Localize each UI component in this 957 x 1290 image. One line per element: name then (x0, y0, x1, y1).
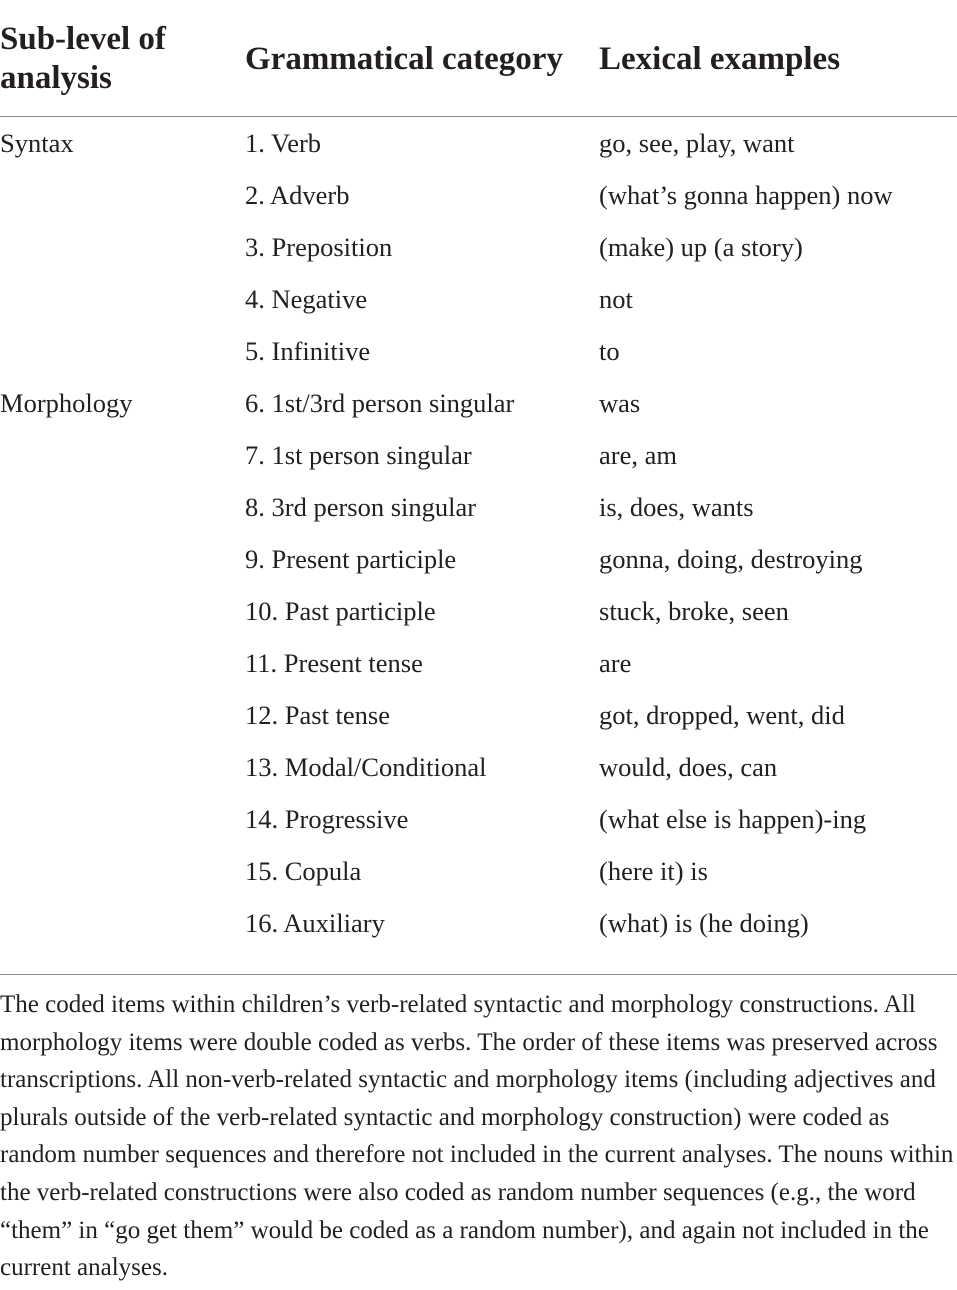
cell-lexical-examples: stuck, broke, seen (599, 596, 789, 626)
header-grammatical-category: Grammatical category (245, 0, 599, 117)
cell-grammatical-category: 9. Present participle (245, 544, 457, 574)
cell-lexical-examples: not (599, 284, 633, 314)
cell-lexical-examples: go, see, play, want (599, 128, 795, 158)
cell-grammatical-category: 3. Preposition (245, 232, 393, 262)
table-row (0, 481, 957, 533)
table-row (0, 845, 957, 897)
cell-lexical-examples: (what else is happen)-ing (599, 804, 867, 834)
table-row (0, 273, 957, 325)
cell-sub-level (0, 793, 245, 845)
cell-grammatical-category: 2. Adverb (245, 180, 350, 210)
table-row (0, 325, 957, 377)
cell-sub-level (0, 325, 245, 377)
header-lexical-examples: Lexical examples (599, 0, 957, 117)
cell-lexical-examples: (here it) is (599, 856, 708, 886)
table-row (0, 585, 957, 637)
cell-lexical-examples: (what’s gonna happen) now (599, 180, 893, 210)
table-row (0, 117, 957, 170)
header-sub-level: Sub-level of analysis (0, 0, 245, 117)
cell-sub-level (0, 637, 245, 689)
table-row (0, 429, 957, 481)
cell-sub-level: Syntax (0, 128, 74, 158)
cell-grammatical-category: 12. Past tense (245, 700, 390, 730)
cell-grammatical-category: 10. Past participle (245, 596, 436, 626)
cell-sub-level (0, 273, 245, 325)
cell-grammatical-category: 1. Verb (245, 128, 322, 158)
cell-grammatical-category: 4. Negative (245, 284, 368, 314)
cell-sub-level: Morphology (0, 388, 133, 418)
table-footnote: The coded items within children’s verb-related syntactic and morphology constructions. All morphology items were double coded as verbs. The order of these items was preserved across transcriptions. All non-verb-related syntactic and morphology items (including adjectives and plurals outside of the verb-related syntactic and morphology construction) were coded as random number sequences and therefore not included in the current analyses. The nouns within the verb-related constructions were also coded as random number sequences (e.g., the word “them” in “go get them” would be coded as a random number), and again not included in the current analyses. (0, 991, 954, 1282)
table-bottom-rule (0, 974, 957, 975)
cell-sub-level (0, 169, 245, 221)
cell-sub-level (0, 845, 245, 897)
cell-sub-level (0, 897, 245, 949)
cell-grammatical-category: 15. Copula (245, 856, 362, 886)
cell-lexical-examples: was (599, 388, 641, 418)
table-row (0, 689, 957, 741)
cell-sub-level (0, 689, 245, 741)
cell-grammatical-category: 5. Infinitive (245, 336, 371, 366)
cell-lexical-examples: got, dropped, went, did (599, 700, 845, 730)
cell-lexical-examples: are, am (599, 440, 677, 470)
cell-grammatical-category: 8. 3rd person singular (245, 492, 477, 522)
cell-lexical-examples: gonna, doing, destroying (599, 544, 863, 574)
cell-lexical-examples: to (599, 336, 620, 366)
cell-sub-level (0, 585, 245, 637)
cell-lexical-examples: (make) up (a story) (599, 232, 803, 262)
cell-sub-level (0, 429, 245, 481)
table-row (0, 637, 957, 689)
cell-lexical-examples: would, does, can (599, 752, 778, 782)
table-header-row (0, 0, 957, 117)
table-row (0, 741, 957, 793)
table-row (0, 377, 957, 429)
table-row (0, 793, 957, 845)
cell-sub-level (0, 533, 245, 585)
cell-grammatical-category: 13. Modal/Conditional (245, 752, 487, 782)
cell-grammatical-category: 14. Progressive (245, 804, 409, 834)
cell-lexical-examples: is, does, wants (599, 492, 754, 522)
table-row (0, 169, 957, 221)
cell-sub-level (0, 741, 245, 793)
cell-grammatical-category: 11. Present tense (245, 648, 423, 678)
cell-lexical-examples: (what) is (he doing) (599, 908, 809, 938)
table-body (0, 117, 957, 950)
table-row (0, 533, 957, 585)
cell-grammatical-category: 6. 1st/3rd person singular (245, 388, 515, 418)
cell-sub-level (0, 481, 245, 533)
cell-grammatical-category: 7. 1st person singular (245, 440, 472, 470)
cell-lexical-examples: are (599, 648, 632, 678)
cell-grammatical-category: 16. Auxiliary (245, 908, 385, 938)
table-row (0, 221, 957, 273)
cell-sub-level (0, 221, 245, 273)
table-row (0, 897, 957, 949)
